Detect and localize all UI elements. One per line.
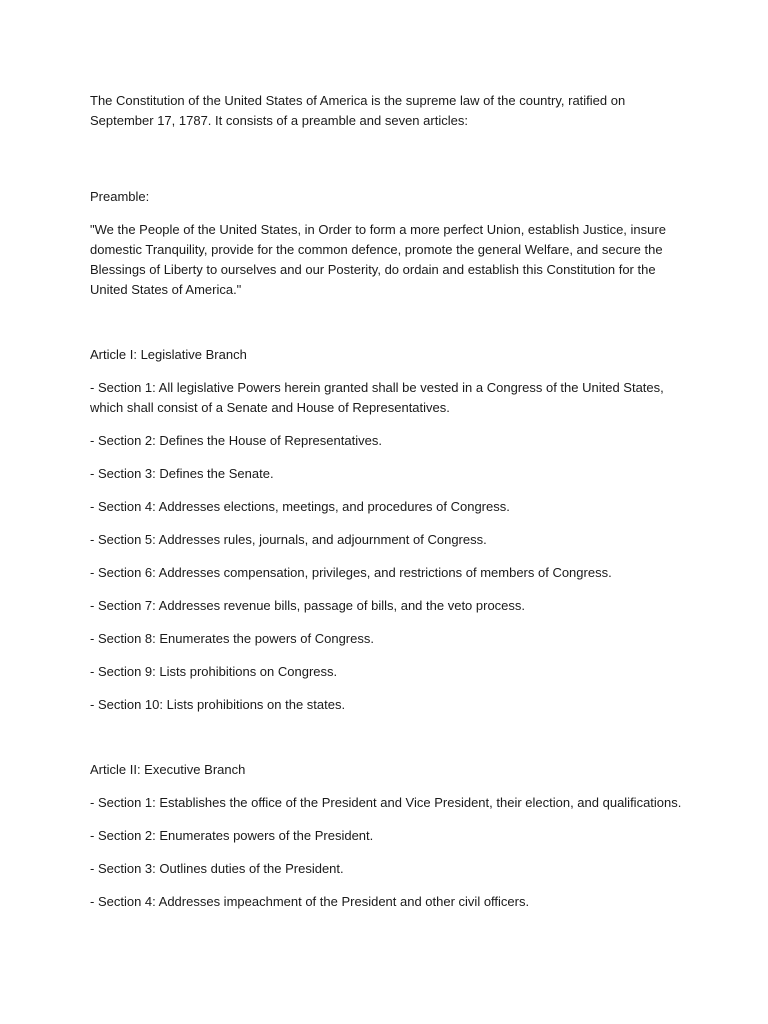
article-1-section-10: - Section 10: Lists prohibitions on the states. (90, 697, 346, 712)
article-1-heading: Article I: Legislative Branch (90, 347, 247, 362)
article-1-section-4: - Section 4: Addresses elections, meetings, and procedures of Congress. (90, 499, 510, 514)
article-2-section-4: - Section 4: Addresses impeachment of the President and other civil officers. (90, 894, 530, 909)
intro-paragraph: The Constitution of the United States of America is the supreme law of the country, ratified on September 17, 1787. It consists of a preamble and seven articles: (90, 93, 626, 128)
article-2-heading: Article II: Executive Branch (90, 762, 246, 777)
article-1-section-9: - Section 9: Lists prohibitions on Congress. (90, 664, 338, 679)
preamble-text: "We the People of the United States, in Order to form a more perfect Union, establish Justice, insure domestic Tranquility, provide for the common defence, promote the general Welfare, and secure the Blessings of Liberty to ourselves and our Posterity, do ordain and establish this Constitution for the United States of America." (90, 222, 666, 297)
article-1-section-6: - Section 6: Addresses compensation, privileges, and restrictions of members of Congress. (90, 565, 612, 580)
document-page (90, 91, 690, 925)
article-2-section-3: - Section 3: Outlines duties of the President. (90, 861, 344, 876)
article-1-section-5: - Section 5: Addresses rules, journals, and adjournment of Congress. (90, 532, 487, 547)
article-1-section-1: - Section 1: All legislative Powers herein granted shall be vested in a Congress of the United States, which shall consist of a Senate and House of Representatives. (90, 380, 664, 415)
article-1-section-7: - Section 7: Addresses revenue bills, passage of bills, and the veto process. (90, 598, 526, 613)
preamble-heading: Preamble: (90, 189, 150, 204)
article-2-sections (90, 793, 690, 912)
article-1-section-2: - Section 2: Defines the House of Representatives. (90, 433, 382, 448)
article-1-section-3: - Section 3: Defines the Senate. (90, 466, 274, 481)
article-1-section-8: - Section 8: Enumerates the powers of Congress. (90, 631, 374, 646)
article-1-sections (90, 378, 690, 715)
article-2-section-2: - Section 2: Enumerates powers of the President. (90, 828, 374, 843)
article-2-section-1: - Section 1: Establishes the office of the President and Vice President, their election, and qualifications. (90, 795, 682, 810)
